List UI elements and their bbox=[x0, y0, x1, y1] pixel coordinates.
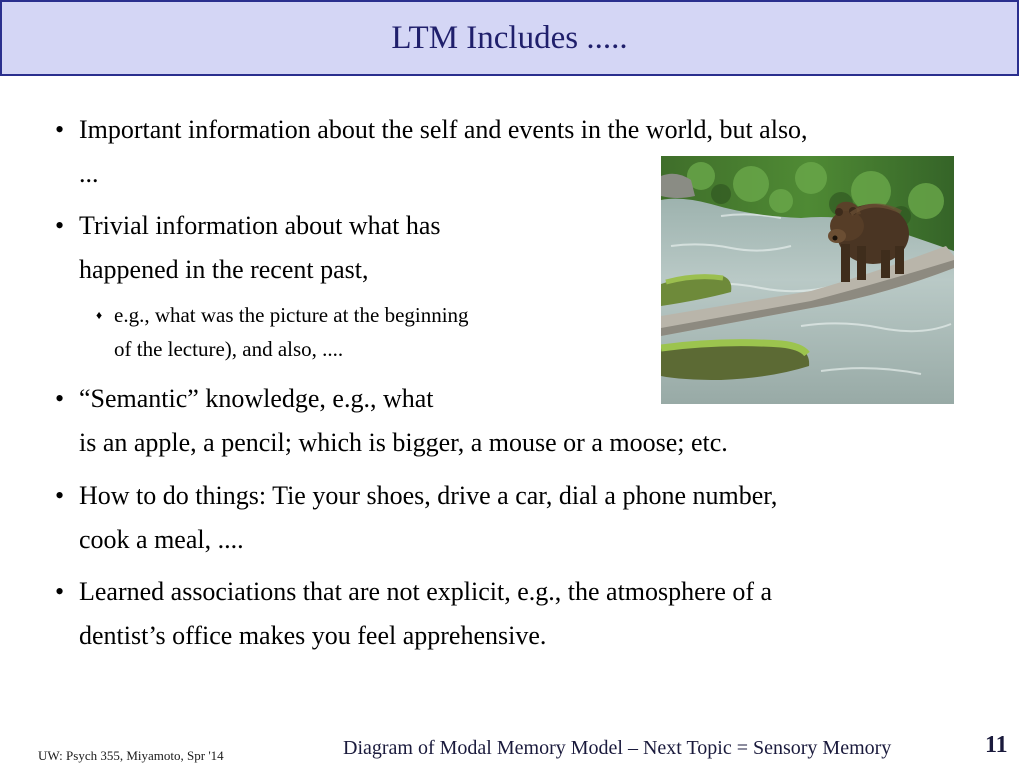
bullet-dot: • bbox=[55, 211, 65, 240]
bullet-4-line-1: How to do things: Tie your shoes, drive a car, dial a phone number, bbox=[79, 481, 778, 510]
slide-title: LTM Includes ..... bbox=[391, 19, 628, 56]
bullet-dot: • bbox=[55, 384, 65, 413]
bullet-2-line-2: happened in the recent past, bbox=[79, 255, 369, 284]
bullet-1-line-2: ... bbox=[79, 159, 99, 188]
sub-bullet-line-2: of the lecture), and also, .... bbox=[114, 337, 344, 361]
sub-bullet-diamond: ♦ bbox=[96, 308, 103, 322]
bullet-5-line-1: Learned associations that are not explicit, e.g., the atmosphere of a bbox=[79, 577, 773, 606]
footer-next-topic-link[interactable]: Diagram of Modal Memory Model – Next Topic = Sensory Memory bbox=[343, 737, 892, 759]
bullet-2-line-1: Trivial information about what has bbox=[79, 211, 441, 240]
bear-photo bbox=[661, 156, 954, 404]
bullet-4-line-2: cook a meal, .... bbox=[79, 525, 244, 554]
footer-course-info: UW: Psych 355, Miyamoto, Spr '14 bbox=[38, 748, 224, 763]
bullet-3-line-1: “Semantic” knowledge, e.g., what bbox=[79, 384, 434, 413]
bullet-dot: • bbox=[55, 481, 65, 510]
slide-number: 11 bbox=[985, 732, 1008, 758]
sub-bullet-line-1: e.g., what was the picture at the beginning bbox=[114, 303, 469, 327]
bullet-5-line-2: dentist’s office makes you feel apprehensive. bbox=[79, 621, 547, 650]
bullet-3-line-2: is an apple, a pencil; which is bigger, a mouse or a moose; etc. bbox=[79, 428, 728, 457]
bullet-dot: • bbox=[55, 577, 65, 606]
bullet-dot: • bbox=[55, 115, 65, 144]
bullet-1-line-1: Important information about the self and events in the world, but also, bbox=[79, 115, 808, 144]
slide-title-bar bbox=[0, 0, 1019, 76]
